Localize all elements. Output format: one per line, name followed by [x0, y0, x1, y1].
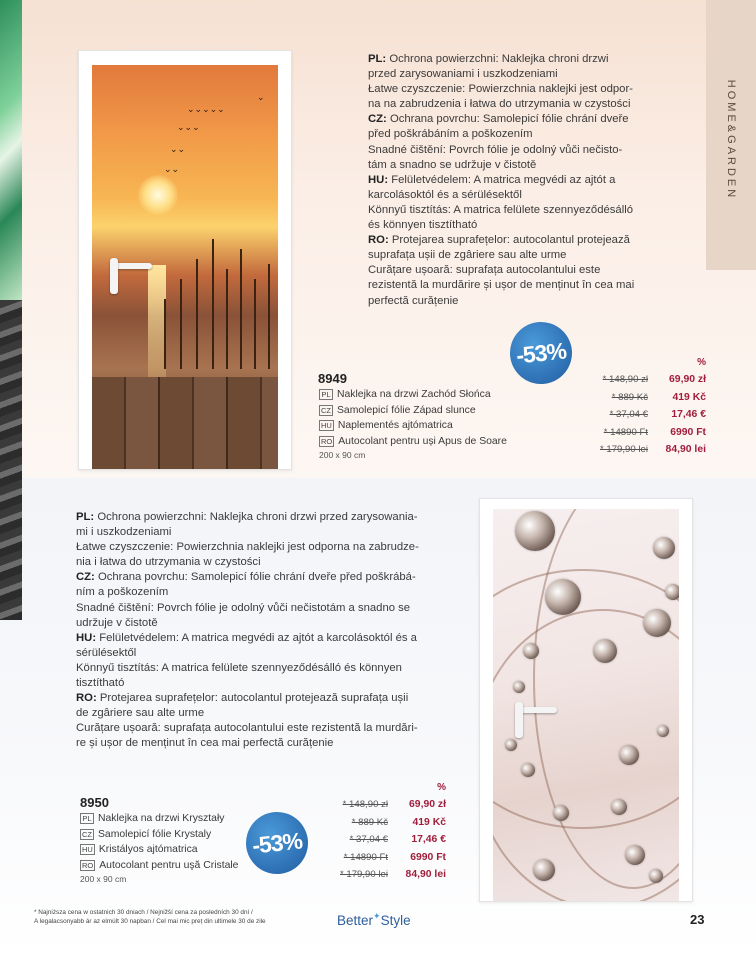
description-text: mi i uszkodzeniami	[76, 526, 172, 539]
lang-badge: HU	[82, 845, 93, 855]
price-row	[578, 371, 706, 389]
description-text: Curățare ușoară: suprafața autocolantului este	[368, 264, 601, 277]
brand-logo-part: Style	[380, 913, 411, 928]
description-text: Protejarea suprafețelor: autocolantul protejează	[388, 234, 630, 247]
description-text: udržuje v čistotě	[76, 616, 158, 629]
product1-names	[319, 387, 507, 460]
description-text: na na zabrudzenia i łatwa do utrzymania w czystości	[368, 98, 631, 111]
product-name: Naklejka na drzwi Kryształy	[98, 813, 225, 825]
percent-label: %	[437, 782, 446, 793]
new-price: 69,90 zł	[669, 374, 706, 386]
percent-label: %	[697, 357, 706, 368]
crystal-orb	[649, 869, 663, 883]
description-text: Felületvédelem: A matrica megvédi az ajtót a	[388, 173, 616, 186]
description-line	[76, 525, 436, 540]
product2-prices	[318, 782, 446, 884]
crystal-orb	[545, 579, 581, 615]
wooden-deck	[92, 377, 278, 469]
product1-prices	[578, 357, 706, 459]
reed	[164, 299, 166, 369]
old-price: * 14890 Ft	[603, 426, 648, 438]
old-price: * 889 Kč	[351, 816, 388, 828]
description-line	[76, 601, 436, 616]
product-name-row	[80, 827, 238, 843]
crystal-orb	[653, 537, 675, 559]
sunset-door-image	[78, 50, 292, 470]
category-tab-label: HOME&GARDEN	[725, 79, 737, 201]
description-line	[76, 555, 436, 570]
star-icon: ✦	[373, 911, 381, 921]
crystal-door-panel	[493, 509, 679, 901]
reed	[212, 239, 214, 369]
new-price: 6990 Ft	[670, 426, 706, 438]
lang-badge: HU	[321, 421, 332, 431]
description-line	[368, 158, 653, 173]
lang-badge: PL	[319, 389, 333, 400]
old-price: * 179,90 lei	[599, 444, 648, 456]
description-line	[368, 82, 653, 97]
description-line	[76, 661, 436, 676]
damask-pattern-edge	[0, 300, 22, 620]
price-row	[318, 831, 446, 849]
description-line	[76, 631, 436, 646]
language-label: RO:	[368, 234, 389, 247]
new-price: 419 Kč	[672, 391, 706, 403]
bird-icon: ⌄⌄⌄	[177, 122, 200, 132]
footnote-line: * Najniższa cena w ostatnich 30 dniach / Nejnižší cena za posledních 30 dní /	[34, 909, 253, 916]
product-name-row	[80, 842, 238, 858]
lang-badge: PL	[80, 813, 94, 824]
new-price: 69,90 zł	[409, 799, 446, 811]
product-name: Autocolant pentru uşă Cristale	[99, 860, 239, 872]
product-size: 200 x 90 cm	[80, 874, 127, 885]
description-line	[368, 294, 653, 309]
description-text: Ochrona powierzchni: Naklejka chroni drzwi	[386, 53, 609, 65]
product-name-row	[319, 387, 507, 403]
description-text: Snadné čištění: Povrch fólie je odolný vůči nečisto-	[368, 143, 623, 156]
bird-icon: ⌄⌄⌄⌄⌄	[187, 104, 225, 114]
description-text: Curățare ușoară: suprafața autocolantului este rezistentă la murdări-	[76, 722, 418, 735]
description-line	[368, 173, 653, 188]
description-line	[76, 510, 436, 525]
language-label: PL:	[76, 511, 95, 523]
product-name: Autocolant pentru uși Apus de Soare	[338, 436, 507, 448]
crystal-orb	[625, 845, 645, 865]
crystal-orb	[553, 805, 569, 821]
product-name: Samolepicí fólie Krystaly	[98, 828, 212, 840]
description-text: rezistentă la murdărire și ușor de menținut în cea mai	[368, 279, 635, 292]
description-line	[368, 112, 653, 127]
reed	[254, 279, 256, 369]
lang-badge: RO	[82, 861, 94, 871]
old-price: * 37,04 €	[609, 409, 648, 421]
description-text: nia i łatwa do utrzymania w czystości	[76, 556, 261, 569]
description-line	[368, 97, 653, 112]
crystal-orb	[515, 511, 555, 551]
brand-logo-part: Better	[337, 913, 374, 928]
language-label: RO:	[76, 692, 97, 705]
description-text: Ochrana povrchu: Samolepicí fólie chrání dveře	[386, 113, 629, 126]
description-text: karcolásoktól és a sérülésektől	[368, 188, 522, 201]
description-text: przed zarysowaniami i uszkodzeniami	[368, 68, 558, 81]
product2-names	[80, 811, 238, 884]
new-price: 17,46 €	[671, 409, 706, 421]
description-text: de zgâriere sau alte urme	[76, 707, 205, 720]
description-text: Könnyű tisztítás: A matrica felülete szennyeződésálló	[368, 203, 633, 216]
description-line	[368, 52, 653, 67]
reed	[268, 264, 270, 369]
language-label: PL:	[368, 53, 387, 65]
old-price: * 14890 Ft	[343, 851, 388, 863]
price-row	[578, 389, 706, 407]
description-line	[76, 736, 436, 751]
description-text: Könnyű tisztítás: A matrica felülete szennyeződésálló és könnyen	[76, 661, 402, 674]
description-line	[76, 540, 436, 555]
description-line	[76, 706, 436, 721]
sun	[138, 175, 178, 215]
description-line	[368, 233, 653, 248]
price-row	[318, 814, 446, 832]
product-name: Naklejka na drzwi Zachód Słońca	[337, 389, 491, 401]
description-text: suprafața ușii de zgâriere sau alte urme	[368, 249, 567, 262]
description-line	[76, 691, 436, 706]
old-price: * 889 Kč	[611, 391, 648, 403]
description-line	[368, 263, 653, 278]
description-line	[368, 143, 653, 158]
language-label: CZ:	[368, 113, 387, 126]
door-handle	[517, 707, 557, 713]
crystal-orb	[643, 609, 671, 637]
new-price: 6990 Ft	[410, 851, 446, 863]
door-handle-plate	[515, 702, 523, 738]
description-text: re și ușor de menținut în cea mai perfectă curățenie	[76, 737, 334, 750]
description-text: Protejarea suprafețelor: autocolantul protejează suprafața ușii	[96, 692, 409, 705]
price-row	[578, 424, 706, 442]
description-line	[76, 721, 436, 736]
product1-discount-badge: -53%	[507, 319, 575, 387]
crystal-orb	[619, 745, 639, 765]
description-text: sérülésektől	[76, 646, 137, 659]
door-handle	[112, 263, 152, 269]
product-name-row	[319, 418, 507, 434]
lang-badge: CZ	[321, 405, 331, 415]
product-name-row	[319, 403, 507, 419]
old-price: * 148,90 zł	[342, 799, 388, 811]
description-line	[368, 203, 653, 218]
brand-logo	[337, 913, 411, 928]
description-line	[368, 188, 653, 203]
description-text: Snadné čištění: Povrch fólie je odolný vůči nečistotám a snadno se	[76, 601, 411, 614]
footnote-line: A legalacsonyabb ár az elmúlt 30 napban / Cel mai mic preț din ultimele 30 de zile	[34, 917, 266, 925]
door-handle-plate	[110, 258, 118, 294]
description-text: před poškrábáním a poškozením	[368, 128, 533, 141]
product-name: Naplementés ajtómatrica	[337, 420, 453, 432]
lang-badge: RO	[321, 437, 333, 447]
price-footnote	[34, 909, 266, 926]
description-text: Ochrana povrchu: Samolepicí fólie chrání dveře před poškrábá-	[94, 571, 416, 584]
page-number: 23	[690, 912, 705, 927]
language-label: HU:	[368, 173, 389, 186]
description-line	[368, 218, 653, 233]
description-line	[76, 646, 436, 661]
old-price: * 148,90 zł	[602, 374, 648, 386]
reed	[226, 269, 228, 369]
product2-description	[76, 510, 436, 752]
description-line	[76, 570, 436, 585]
description-line	[76, 585, 436, 600]
description-text: tám a snadno se udržuje v čistotě	[368, 158, 537, 171]
product-size: 200 x 90 cm	[319, 450, 366, 461]
description-text: ním a poškozením	[76, 586, 169, 599]
product-name: Samolepicí fólie Západ slunce	[337, 404, 476, 416]
description-text: Łatwe czyszczenie: Powierzchnia naklejki jest odpor-	[368, 83, 633, 96]
description-line	[76, 676, 436, 691]
description-line	[368, 248, 653, 263]
product2-code: 8950	[80, 795, 109, 810]
crystal-orb	[665, 584, 679, 600]
description-text: és könnyen tisztítható	[368, 219, 478, 232]
new-price: 84,90 lei	[405, 869, 446, 881]
bird-icon: ⌄⌄	[170, 144, 186, 154]
new-price: 84,90 lei	[665, 444, 706, 456]
crystal-orb	[593, 639, 617, 663]
description-text: Ochrona powierzchni: Naklejka chroni drzwi przed zarysowania-	[94, 511, 418, 523]
product-name: Kristályos ajtómatrica	[98, 844, 198, 856]
description-line	[76, 616, 436, 631]
old-price: * 179,90 lei	[339, 869, 388, 881]
crystal-orb	[611, 799, 627, 815]
price-row	[578, 441, 706, 459]
description-text: Felületvédelem: A matrica megvédi az ajtót a karcolásoktól és a	[96, 631, 417, 644]
new-price: 17,46 €	[411, 834, 446, 846]
crystal-orb	[521, 763, 535, 777]
description-text: perfectă curățenie	[368, 294, 459, 307]
price-row	[318, 866, 446, 884]
bird-icon: ⌄⌄	[164, 164, 180, 174]
product-name-row	[319, 434, 507, 450]
crystal-orb	[657, 725, 669, 737]
crystal-orb	[523, 643, 539, 659]
price-row	[318, 849, 446, 867]
language-label: CZ:	[76, 571, 95, 584]
description-text: tisztítható	[76, 677, 125, 690]
new-price: 419 Kč	[412, 816, 446, 828]
reed	[196, 259, 198, 369]
description-line	[368, 278, 653, 293]
bird-icon: ⌄	[257, 92, 265, 102]
lang-badge: CZ	[82, 829, 92, 839]
price-row	[578, 406, 706, 424]
crystal-orb	[513, 681, 525, 693]
description-line	[368, 67, 653, 82]
product2-discount-badge: -53%	[243, 809, 311, 877]
product-name-row	[80, 811, 238, 827]
description-text: Łatwe czyszczenie: Powierzchnia naklejki jest odporna na zabrudze-	[76, 541, 419, 554]
description-line	[368, 127, 653, 142]
reed	[240, 249, 242, 369]
product1-code: 8949	[318, 371, 347, 386]
leaf-pattern-edge	[0, 0, 22, 300]
sunset-door-panel	[92, 65, 278, 469]
language-label: HU:	[76, 631, 97, 644]
crystal-orb	[505, 739, 517, 751]
reed	[180, 279, 182, 369]
crystal-door-image	[479, 498, 693, 902]
old-price: * 37,04 €	[349, 834, 388, 846]
price-row	[318, 796, 446, 814]
product1-description	[368, 52, 653, 309]
crystal-orb	[533, 859, 555, 881]
product-name-row	[80, 858, 238, 874]
